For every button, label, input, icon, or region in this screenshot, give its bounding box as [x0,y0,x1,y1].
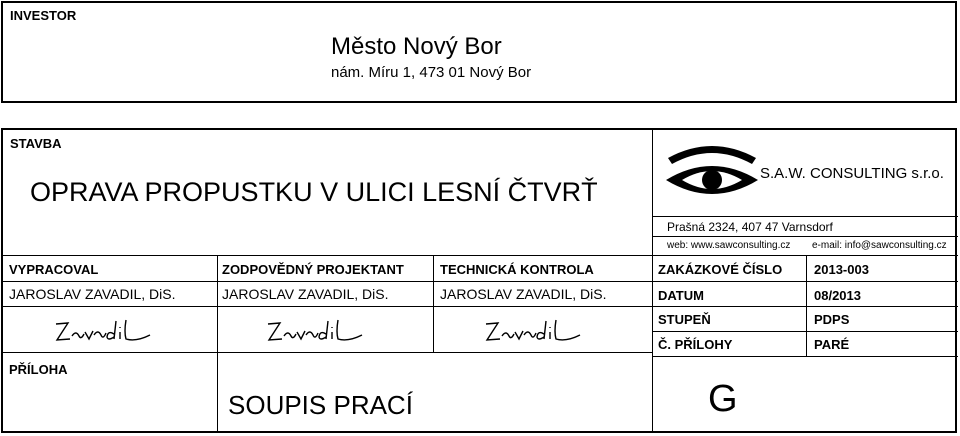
signature-icon [54,318,154,348]
info-row-4 [652,356,958,357]
info-col [806,255,807,357]
vypracoval-name: JAROSLAV ZAVADIL, DiS. [9,286,176,302]
kontrola-label: TECHNICKÁ KONTROLA [440,262,594,277]
company-name: S.A.W. CONSULTING s.r.o. [760,165,944,182]
people-col-1 [217,255,218,433]
priloha-label: PŘÍLOHA [9,362,68,377]
stupen-label: STUPEŇ [658,312,711,327]
c-prilohy-value: G [708,378,738,420]
company-line-2 [652,236,958,237]
people-row-bottom [1,306,653,307]
signature-icon [484,318,584,348]
zakazkove-value: 2013-003 [814,262,869,277]
investor-address: nám. Míru 1, 473 01 Nový Bor [331,64,532,81]
signature-row-bottom [1,352,653,353]
c-prilohy-label: Č. PŘÍLOHY [658,337,733,352]
company-web: web: www.sawconsulting.cz [667,240,791,251]
info-row-1 [652,281,958,282]
people-row-top [1,255,958,256]
zodpovedny-label: ZODPOVĚDNÝ PROJEKTANT [222,262,404,277]
info-row-2 [652,306,958,307]
eye-logo-icon [664,140,760,204]
info-row-3 [652,331,958,332]
people-col-2 [433,255,434,353]
company-email: e-mail: info@sawconsulting.cz [812,240,947,251]
datum-label: DATUM [658,288,704,303]
zodpovedny-name: JAROSLAV ZAVADIL, DiS. [222,286,389,302]
stavba-title: OPRAVA PROPUSTKU V ULICI LESNÍ ČTVRŤ [30,177,598,207]
people-row-mid [1,281,653,282]
zakazkove-label: ZAKÁZKOVÉ ČÍSLO [658,262,783,277]
company-address: Prašná 2324, 407 47 Varnsdorf [667,220,833,234]
kontrola-name: JAROSLAV ZAVADIL, DiS. [440,286,607,302]
investor-label: INVESTOR [10,8,77,23]
pare-label: PARÉ [814,337,850,352]
signature-icon [266,318,366,348]
datum-value: 08/2013 [814,288,861,303]
stupen-value: PDPS [814,312,850,327]
investor-name: Město Nový Bor [331,33,502,60]
priloha-title: SOUPIS PRACÍ [228,390,413,420]
vypracoval-label: VYPRACOVAL [9,262,99,277]
stavba-label: STAVBA [10,136,62,151]
company-line [652,216,958,217]
